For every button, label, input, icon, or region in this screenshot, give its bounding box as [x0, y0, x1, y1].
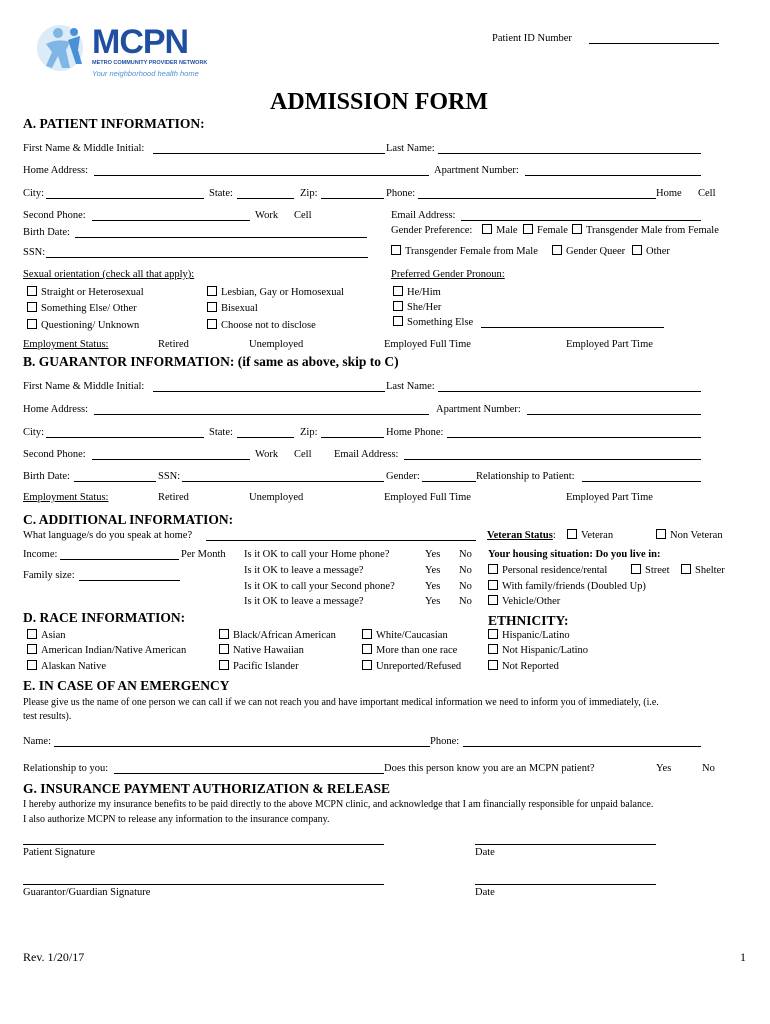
- c-language-label: What language/s do you speak at home?: [23, 530, 193, 541]
- c-housing-label: Your housing situation: Do you live in:: [488, 549, 661, 560]
- b-second-cell-option[interactable]: Cell: [294, 449, 312, 460]
- e-name-label: Name:: [23, 736, 51, 747]
- c-veteran-option[interactable]: Veteran: [567, 529, 613, 542]
- guardian-signature-label: Guarantor/Guardian Signature: [23, 887, 151, 898]
- a-emp-full-time[interactable]: Employed Full Time: [384, 339, 471, 350]
- b-city-label: City:: [23, 427, 45, 438]
- b-relationship-label: Relationship to Patient:: [476, 471, 575, 482]
- a-first-name-field[interactable]: [153, 153, 385, 154]
- b-zip-label: Zip:: [300, 427, 318, 438]
- a-state-label: State:: [209, 188, 233, 199]
- checkbox[interactable]: [391, 245, 401, 255]
- g-authorization-2: I also authorize MCPN to release any information to the insurance company.: [23, 814, 330, 825]
- a-orientation-label: Sexual orientation (check all that apply):: [23, 269, 195, 280]
- e-name-field[interactable]: [54, 746, 430, 747]
- checkbox[interactable]: [207, 302, 217, 312]
- c-question-home-call: Is it OK to call your Home phone?: [244, 549, 390, 560]
- e-know-yes[interactable]: Yes: [656, 763, 672, 774]
- a-zip-field[interactable]: [321, 198, 384, 199]
- g-authorization-1: I hereby authorize my insurance benefits to be paid directly to the above MCPN clinic, and acknowledge that I am financially responsible for unpaid balance.: [23, 799, 654, 810]
- c-family-size-label: Family size:: [23, 570, 75, 581]
- e-relationship-field[interactable]: [114, 773, 384, 774]
- section-g-heading: G. INSURANCE PAYMENT AUTHORIZATION & RELEASE: [23, 781, 391, 796]
- checkbox[interactable]: [393, 286, 403, 296]
- b-zip-field[interactable]: [321, 437, 384, 438]
- c-no-2[interactable]: No: [459, 565, 472, 576]
- logo-subtitle: METRO COMMUNITY PROVIDER NETWORK: [92, 60, 208, 66]
- checkbox[interactable]: [207, 319, 217, 329]
- d-eth-hispanic[interactable]: Hispanic/Latino: [488, 629, 570, 642]
- a-apartment-field[interactable]: [525, 175, 701, 176]
- c-family-size-field[interactable]: [79, 580, 180, 581]
- c-no-4[interactable]: No: [459, 596, 472, 607]
- revision-date: Rev. 1/20/17: [23, 950, 85, 964]
- c-question-home-msg: Is it OK to leave a message?: [244, 565, 364, 576]
- a-apartment-label: Apartment Number:: [434, 165, 519, 176]
- checkbox[interactable]: [488, 644, 498, 654]
- a-home-address-label: Home Address:: [23, 165, 89, 176]
- a-pronoun-label: Preferred Gender Pronoun:: [391, 269, 505, 280]
- c-income-label: Income:: [23, 549, 58, 560]
- b-home-phone-field[interactable]: [447, 437, 701, 438]
- b-birth-date-field[interactable]: [74, 481, 156, 482]
- patient-date-line[interactable]: [475, 844, 656, 845]
- checkbox[interactable]: [27, 644, 37, 654]
- d-race-unreported[interactable]: Unreported/Refused: [362, 660, 461, 673]
- c-question-second-msg: Is it OK to leave a message?: [244, 596, 364, 607]
- c-non-veteran-option[interactable]: Non Veteran: [656, 529, 723, 542]
- b-apartment-label: Apartment Number:: [436, 404, 521, 415]
- b-gender-label: Gender:: [386, 471, 420, 482]
- d-race-asian[interactable]: Asian: [27, 629, 66, 642]
- b-second-phone-label: Second Phone:: [23, 449, 86, 460]
- b-relationship-field[interactable]: [582, 481, 701, 482]
- checkbox[interactable]: [482, 224, 492, 234]
- a-city-field[interactable]: [46, 198, 204, 199]
- checkbox[interactable]: [27, 319, 37, 329]
- checkbox[interactable]: [488, 629, 498, 639]
- c-yes-3[interactable]: Yes: [425, 581, 441, 592]
- checkbox[interactable]: [393, 316, 403, 326]
- c-housing-family[interactable]: With family/friends (Doubled Up): [488, 580, 646, 593]
- b-home-phone-label: Home Phone:: [386, 427, 444, 438]
- b-email-label: Email Address:: [334, 449, 399, 460]
- b-second-phone-field[interactable]: [92, 459, 250, 460]
- patient-signature-line[interactable]: [23, 844, 384, 845]
- b-home-address-label: Home Address:: [23, 404, 89, 415]
- c-language-field[interactable]: [206, 540, 476, 541]
- e-instructions-2: test results).: [23, 711, 72, 722]
- b-state-field[interactable]: [237, 437, 294, 438]
- b-city-field[interactable]: [46, 437, 204, 438]
- a-birth-date-label: Birth Date:: [23, 227, 70, 238]
- checkbox[interactable]: [219, 644, 229, 654]
- a-phone-field[interactable]: [418, 198, 656, 199]
- c-question-second-call: Is it OK to call your Second phone?: [244, 581, 395, 592]
- c-housing-personal[interactable]: Personal residence/rental: [488, 564, 607, 577]
- section-e-heading: E. IN CASE OF AN EMERGENCY: [23, 678, 230, 693]
- a-pronoun-he[interactable]: He/Him: [393, 286, 441, 299]
- a-phone-home-option[interactable]: Home: [656, 188, 682, 199]
- c-housing-vehicle[interactable]: Vehicle/Other: [488, 595, 560, 608]
- b-apartment-field[interactable]: [527, 414, 701, 415]
- e-instructions-1: Please give us the name of one person we can call if we can not reach you and have important medical information we need to inform you of immediately, (i.e.: [23, 697, 659, 708]
- form-title: ADMISSION FORM: [270, 89, 489, 115]
- a-gender-other[interactable]: Other: [632, 245, 670, 258]
- d-race-pacific[interactable]: Pacific Islander: [219, 660, 299, 673]
- a-last-name-field[interactable]: [438, 153, 701, 154]
- a-ssn-label: SSN:: [23, 247, 46, 258]
- a-second-phone-field[interactable]: [92, 220, 250, 221]
- a-emp-retired[interactable]: Retired: [158, 339, 189, 350]
- guardian-date-line[interactable]: [475, 884, 656, 885]
- checkbox[interactable]: [393, 301, 403, 311]
- checkbox[interactable]: [27, 302, 37, 312]
- ethnicity-heading: ETHNICITY:: [488, 613, 569, 628]
- guardian-date-label: Date: [475, 887, 495, 898]
- a-gender-female[interactable]: Female: [523, 224, 568, 237]
- checkbox[interactable]: [488, 564, 498, 574]
- a-gender-pref-label: Gender Preference:: [391, 225, 473, 236]
- section-b-heading: B. GUARANTOR INFORMATION: (if same as above, skip to C): [23, 354, 399, 369]
- checkbox[interactable]: [523, 224, 533, 234]
- checkbox[interactable]: [362, 660, 372, 670]
- a-orient-straight[interactable]: Straight or Heterosexual: [27, 286, 144, 299]
- d-race-hawaiian[interactable]: Native Hawaiian: [219, 644, 304, 657]
- checkbox[interactable]: [632, 245, 642, 255]
- a-last-name-label: Last Name:: [386, 143, 435, 154]
- a-orient-lgb[interactable]: Lesbian, Gay or Homosexual: [207, 286, 344, 299]
- a-home-address-field[interactable]: [94, 175, 429, 176]
- c-yes-2[interactable]: Yes: [425, 565, 441, 576]
- patient-id-field[interactable]: [589, 43, 719, 44]
- b-ssn-field[interactable]: [182, 481, 384, 482]
- c-yes-4[interactable]: Yes: [425, 596, 441, 607]
- section-a-heading: A. PATIENT INFORMATION:: [23, 116, 205, 131]
- checkbox[interactable]: [207, 286, 217, 296]
- logo-text: MCPN: [92, 23, 189, 61]
- a-email-label: Email Address:: [391, 210, 456, 221]
- patient-date-label: Date: [475, 847, 495, 858]
- b-home-address-field[interactable]: [94, 414, 429, 415]
- a-gender-male[interactable]: Male: [482, 224, 518, 237]
- b-last-name-label: Last Name:: [386, 381, 435, 392]
- b-second-work-option[interactable]: Work: [255, 449, 279, 460]
- b-email-field[interactable]: [404, 459, 701, 460]
- a-second-work-option[interactable]: Work: [255, 210, 279, 221]
- c-per-month-label: Per Month: [181, 549, 226, 560]
- a-orient-bisexual[interactable]: Bisexual: [207, 302, 258, 315]
- a-orient-questioning[interactable]: Questioning/ Unknown: [27, 319, 139, 332]
- d-eth-not-hispanic[interactable]: Not Hispanic/Latino: [488, 644, 588, 657]
- b-state-label: State:: [209, 427, 233, 438]
- a-pronoun-she[interactable]: She/Her: [393, 301, 441, 314]
- a-zip-label: Zip:: [300, 188, 318, 199]
- b-emp-retired[interactable]: Retired: [158, 492, 189, 503]
- checkbox[interactable]: [567, 529, 577, 539]
- e-know-no[interactable]: No: [702, 763, 715, 774]
- c-income-field[interactable]: [60, 559, 179, 560]
- checkbox[interactable]: [362, 629, 372, 639]
- a-employment-label: Employment Status:: [23, 339, 109, 350]
- logo-tagline: Your neighborhood health home: [92, 69, 199, 78]
- a-second-phone-label: Second Phone:: [23, 210, 86, 221]
- c-housing-shelter[interactable]: Shelter: [681, 564, 725, 577]
- a-gender-queer[interactable]: Gender Queer: [552, 245, 625, 258]
- mcpn-logo: [36, 20, 216, 80]
- c-veteran-status-label: Veteran Status:: [487, 530, 556, 541]
- a-email-field[interactable]: [461, 220, 701, 221]
- c-no-3[interactable]: No: [459, 581, 472, 592]
- e-phone-label: Phone:: [430, 736, 460, 747]
- a-first-name-label: First Name & Middle Initial:: [23, 143, 145, 154]
- a-phone-label: Phone:: [386, 188, 416, 199]
- b-employment-label: Employment Status:: [23, 492, 109, 503]
- e-know-mcpn-label: Does this person know you are an MCPN patient?: [384, 763, 595, 774]
- a-birth-date-field[interactable]: [75, 237, 367, 238]
- a-orient-other[interactable]: Something Else/ Other: [27, 302, 137, 315]
- section-c-heading: C. ADDITIONAL INFORMATION:: [23, 512, 234, 527]
- logo-people-icon: [36, 20, 92, 76]
- b-emp-full-time[interactable]: Employed Full Time: [384, 492, 471, 503]
- b-emp-unemployed[interactable]: Unemployed: [249, 492, 304, 503]
- d-race-white[interactable]: White/Caucasian: [362, 629, 448, 642]
- checkbox[interactable]: [572, 224, 582, 234]
- b-birth-date-label: Birth Date:: [23, 471, 70, 482]
- checkbox[interactable]: [488, 660, 498, 670]
- patient-id-label: Patient ID Number: [492, 33, 572, 44]
- a-gender-trans-male[interactable]: Transgender Male from Female: [572, 224, 719, 237]
- section-d-heading: D. RACE INFORMATION:: [23, 610, 186, 625]
- checkbox[interactable]: [656, 529, 666, 539]
- checkbox[interactable]: [681, 564, 691, 574]
- checkbox[interactable]: [219, 660, 229, 670]
- d-race-american-indian[interactable]: American Indian/Native American: [27, 644, 186, 657]
- checkbox[interactable]: [488, 580, 498, 590]
- b-first-name-field[interactable]: [153, 391, 385, 392]
- e-phone-field[interactable]: [463, 746, 701, 747]
- c-housing-street[interactable]: Street: [631, 564, 670, 577]
- patient-signature-label: Patient Signature: [23, 847, 96, 858]
- a-pronoun-else[interactable]: Something Else: [393, 316, 473, 329]
- b-last-name-field[interactable]: [438, 391, 701, 392]
- page-number: 1: [740, 950, 746, 964]
- a-gender-trans-female[interactable]: Transgender Female from Male: [391, 245, 538, 258]
- a-emp-unemployed[interactable]: Unemployed: [249, 339, 304, 350]
- checkbox[interactable]: [27, 286, 37, 296]
- d-race-alaskan[interactable]: Alaskan Native: [27, 660, 106, 673]
- a-pronoun-else-field[interactable]: [481, 327, 664, 328]
- a-orient-not-disclose[interactable]: Choose not to disclose: [207, 319, 316, 332]
- e-relationship-label: Relationship to you:: [23, 763, 109, 774]
- c-no-1[interactable]: No: [459, 549, 472, 560]
- b-first-name-label: First Name & Middle Initial:: [23, 381, 145, 392]
- a-emp-part-time[interactable]: Employed Part Time: [566, 339, 653, 350]
- checkbox[interactable]: [27, 629, 37, 639]
- d-race-black[interactable]: Black/African American: [219, 629, 336, 642]
- d-eth-not-reported[interactable]: Not Reported: [488, 660, 559, 673]
- c-yes-1[interactable]: Yes: [425, 549, 441, 560]
- b-ssn-label: SSN:: [158, 471, 181, 482]
- a-phone-cell-option[interactable]: Cell: [698, 188, 716, 199]
- checkbox[interactable]: [631, 564, 641, 574]
- checkbox[interactable]: [219, 629, 229, 639]
- b-gender-field[interactable]: [422, 481, 476, 482]
- checkbox[interactable]: [552, 245, 562, 255]
- a-city-label: City:: [23, 188, 45, 199]
- d-race-multiple[interactable]: More than one race: [362, 644, 457, 657]
- checkbox[interactable]: [362, 644, 372, 654]
- checkbox[interactable]: [488, 595, 498, 605]
- b-emp-part-time[interactable]: Employed Part Time: [566, 492, 653, 503]
- a-second-cell-option[interactable]: Cell: [294, 210, 312, 221]
- a-ssn-field[interactable]: [46, 257, 368, 258]
- checkbox[interactable]: [27, 660, 37, 670]
- guardian-signature-line[interactable]: [23, 884, 384, 885]
- a-state-field[interactable]: [237, 198, 294, 199]
